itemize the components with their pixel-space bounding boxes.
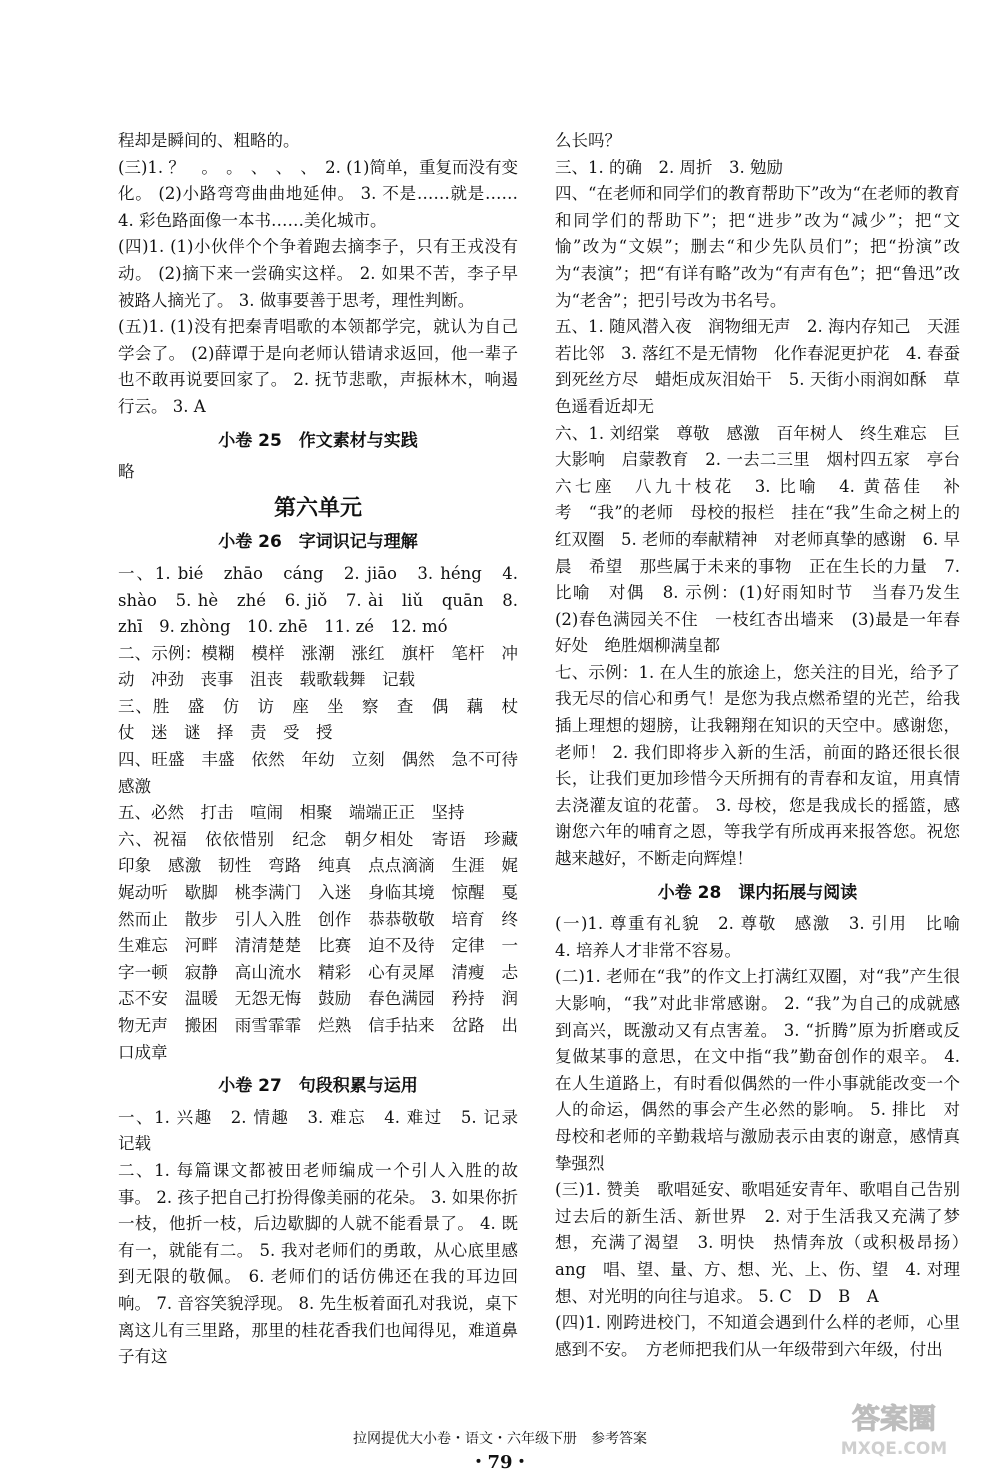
answer-paragraph: 五、必然 打击 喧闹 相聚 端端正正 坚持 [118,803,465,823]
answer-paragraph: 四、旺盛 丰盛 依然 年幼 立刻 偶然 急不可待 感激 [118,750,535,796]
answer-paragraph: 略 [118,462,135,482]
answer-paragraph: 二、1. 每篇课文都被田老师编成一个引人入胜的故事。 2. 孩子把自己打扮得像美丽的花朵。 3. 如果你折一枝，他折一枝，后边歇脚的人就不能看景了。 4. 既有一，就能有二。 5. 我对老师们的勇敢，从心底里感到无限的敬佩。 6. 老师们的话仿佛还在我的耳边回响。 7. 音容笑貌浮现。 8. 先生板着面孔对我说，桌下离这儿有三里路，那里的桂花香我们也闻得见，难道鼻子有这 [118,1160,518,1367]
answer-paragraph: 六、祝福 依依惜别 纪念 朝夕相处 寄语 珍藏 印象 感激 韧性 弯路 纯真 点点滴滴 生涯 娓娓动听 歇脚 桃李满门 入迷 身临其境 惊醒 戛然而止 散步 引人入胜 创作 恭恭敬敬 培育 终生难忘 河畔 清清楚楚 比赛 迫不及待 定律 一字一顿 寂静 高山流水 精彩 心有灵犀 清瘦 忐忑不安 温暖 无怨无悔 鼓励 春色满园 矜持 润物无声 搬困 雨雪霏霏 烂熟 信手拈来 岔路 出口成章 [118,829,535,1062]
section-heading: 小卷 25 作文素材与实践 [218,430,418,451]
answer-paragraph: 七、示例：1. 在人生的旅途上，您关注的目光，给予了我无尽的信心和勇气！是您为我点燃希望的光芒，给我插上理想的翅膀，让我翱翔在知识的天空中。感谢您，老师！ 2. 我们即将步入新的生活，前面的路还很长很长，让我们更加珍惜今天所拥有的青春和友谊，用真情去浇灌友谊的花蕾。 3. 母校，您是我成长的摇篮，感谢您六年的哺育之恩，等我学有所成再来报答您。祝您越来越好，不断走向辉煌！ [555,662,960,869]
right-column [555,128,977,1363]
answer-paragraph: 六、1. 刘绍棠 尊敬 感激 百年树人 终生难忘 巨大影响 启蒙教育 2. 一去二三里 烟村四五家 亭台六七座 八九十枝花 3. 比喻 4. 黄蓓佳 补考 “我”的老师 母校的报栏 挂在“我”生命之树上的红双圈 5. 老师的奉献精神 对老师真挚的感谢 6. 早晨 希望 那些属于未来的事物 正在生长的力量 7. 比喻 对偶 8. 示例：(1)好雨知时节 当春乃发生 (2)春色满园关不住 一枝红杏出墙来 (3)最是一年春好处 绝胜烟柳满皇都 [555,423,977,656]
answer-paragraph: (二)1. 老师在“我”的作文上打满红双圈，对“我”产生很大影响，“我”对此非常感谢。 2. “我”为自己的成就感到高兴，既激动又有点害羞。 3. “折腾”原为折磨或反复做某事的意思，在文中指“我”勤奋创作的艰辛。 4. 在人生道路上，有时看似偶然的一件小事就能改变一个人的命运，偶然的事会产生必然的影响。 5. 排比 对母校和老师的辛勤栽培与激励表示由衷的谢意，感情真挚强烈 [555,967,960,1173]
answer-paragraph: (五)1. (1)没有把秦青唱歌的本领都学完，就认为自己学会了。 (2)薛谭于是向老师认错请求返回，他一辈子也不敢再说要回家了。 2. 抚节悲歌，声振林木，响遏行云。 3. A [118,317,518,416]
answer-paragraph: 二、示例：模糊 模样 涨潮 涨红 旗杆 笔杆 冲动 冲劲 丧事 沮丧 载歌载舞 记载 [118,643,518,690]
left-column [118,128,535,1371]
section-heading: 小卷 28 课内拓展与阅读 [657,882,858,903]
answer-paragraph: 四、“在老师和同学们的教育帮助下”改为“在老师的教育和同学们的帮助下”；把“进步”改为“减少”；把“文愉”改为“文娱”；删去“和少先队员们”；把“扮演”改为“表演”；把“有详有略”改为“有声有色”；把“鲁迅”改为“老舍”；把引号改为书名号。 [555,184,960,310]
watermark-text-bottom: MXQE.COM [840,1439,948,1459]
answer-paragraph: 一、1. bié zhāo cáng 2. jiāo 3. héng 4. shào 5. hè zhé 6. jiǒ 7. ài liǔ quān 8. zhī 9. zhòng 10. zhē 11. zé 12. mó [118,563,518,637]
watermark-logo [814,1398,974,1462]
page-number: ・79・ [469,1452,531,1473]
answer-paragraph: 程却是瞬间的、粗略的。 [118,131,300,150]
section-heading: 小卷 26 字词识记与理解 [218,532,418,553]
answer-paragraph: (三)1. ？ 。 。 、 、 、 2. (1)简单，重复而没有变化。 (2)小路弯弯曲曲地延伸。 3. 不是……就是…… 4. 彩色路面像一本书……美化城市。 [118,157,518,230]
answer-paragraph: 一、1. 兴趣 2. 情趣 3. 难忘 4. 难过 5. 记录 记载 [118,1107,535,1154]
unit-heading: 第六单元 [273,495,362,521]
answer-paragraph: 五、1. 随风潜入夜 润物细无声 2. 海内存知己 天涯若比邻 3. 落红不是无情物 化作春泥更护花 4. 春蚕到死丝方尽 蜡炬成灰泪始干 5. 天街小雨润如酥 草色遥看近却无 [555,317,960,416]
answer-paragraph: (四)1. 刚跨进校门，不知道会遇到什么样的老师，心里感到不安。 方老师把我们从一年级带到六年级，付出 [555,1313,960,1359]
answer-paragraph: 么长吗？ [555,131,621,150]
footer-caption: 拉网提优大小卷・语文・六年级下册 参考答案 [353,1431,647,1447]
answer-paragraph: 三、1. 的确 2. 周折 3. 勉励 [555,157,783,177]
answer-paragraph: (四)1. (1)小伙伴个个争着跑去摘李子，只有王戎没有动。 (2)摘下来一尝确实这样。 2. 如果不苦，李子早被路人摘光了。 3. 做事要善于思考，理性判断。 [118,237,518,310]
answer-paragraph: (三)1. 赞美 歌唱延安、歌唱延安青年、歌唱自己告别过去后的新生活、新世界 2. 对于生活我又充满了梦想，充满了渴望 3. 明快 热情奔放（或积极昂扬） ang 唱、望、量、方、想、光、上、伤、望 4. 对理想、对光明的向往与追求。 5. C D B A [555,1180,977,1306]
watermark-text-top: 答案圈 [851,1402,937,1435]
answer-paragraph: 三、胜 盛 仿 访 座 坐 察 查 偶 藕 杖 仗 迷 谜 择 责 受 授 [118,696,535,743]
answer-paragraph: (一)1. 尊重有礼貌 2. 尊敬 感激 3. 引用 比喻 4. 培养人才非常不容易。 [555,914,977,960]
section-heading: 小卷 27 句段积累与运用 [218,1076,418,1097]
